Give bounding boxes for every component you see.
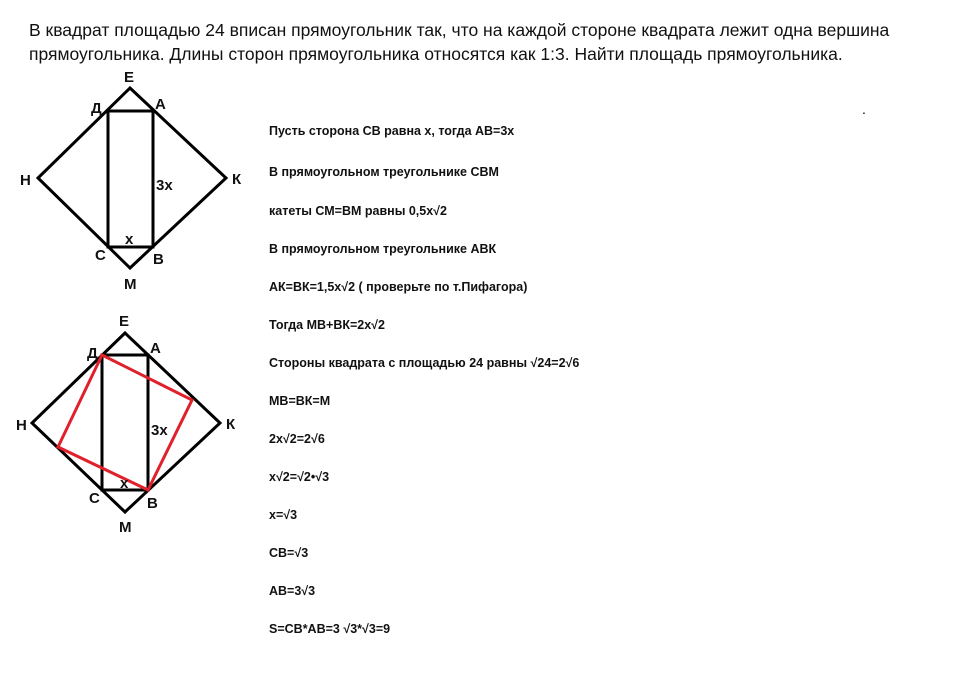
fig2-label-b: В	[147, 495, 158, 512]
step-11: х=√3	[269, 508, 298, 522]
fig1-label-n: Н	[20, 172, 31, 189]
step-1: Пусть сторона СВ равна х, тогда АВ=3х	[269, 124, 515, 138]
step-9: 2х√2=2√6	[269, 432, 325, 446]
step-2: В прямоугольном треугольнике СВМ	[269, 165, 499, 179]
step-14: S=СВ*АВ=3 √3*√3=9	[269, 622, 391, 636]
step-12: СВ=√3	[269, 546, 309, 560]
fig2-label-e: Е	[119, 313, 130, 330]
step-8: МВ=ВК=М	[269, 394, 331, 408]
fig2-label-x: х	[120, 475, 129, 492]
fig1-label-x: х	[125, 231, 134, 248]
fig1-label-b: В	[153, 251, 164, 268]
fig1-label-d: Д	[91, 100, 102, 117]
fig2-label-d: Д	[87, 345, 98, 362]
step-13: АВ=3√3	[269, 584, 316, 598]
problem-line-2: прямоугольника. Длины сторон прямоугольника относятся как 1:3. Найти площадь прямоугольника.	[29, 44, 843, 64]
fig2-label-m: М	[119, 519, 132, 536]
step-3: катеты СМ=ВМ равны 0,5х√2	[269, 204, 447, 218]
fig2-label-3x: 3х	[151, 422, 168, 439]
fig1-label-c: С	[95, 247, 106, 264]
step-6: Тогда МВ+ВК=2х√2	[269, 318, 385, 332]
stray-dot: .	[862, 101, 866, 117]
fig1-label-k: К	[232, 171, 242, 188]
step-7: Стороны квадрата с площадью 24 равны √24=2√6	[269, 356, 580, 370]
fig2-label-c: С	[89, 490, 100, 507]
fig2-label-a: А	[150, 340, 161, 357]
fig1-label-a: А	[155, 96, 166, 113]
fig2-label-n: Н	[16, 417, 27, 434]
problem-line-1: В квадрат площадью 24 вписан прямоугольник так, что на каждой стороне квадрата лежит одна вершина	[29, 20, 890, 40]
figure-2	[16, 313, 236, 536]
step-4: В прямоугольном треугольнике АВК	[269, 242, 497, 256]
fig1-label-m: М	[124, 276, 137, 293]
step-5: АК=ВК=1,5х√2 ( проверьте по т.Пифагора)	[269, 280, 528, 294]
fig2-label-k: К	[226, 416, 236, 433]
step-10: х√2=√2•√3	[269, 470, 330, 484]
figure-1	[20, 69, 242, 293]
fig1-rectangle	[108, 111, 153, 247]
fig1-label-3x: 3х	[156, 177, 173, 194]
fig1-label-e: Е	[124, 69, 135, 86]
